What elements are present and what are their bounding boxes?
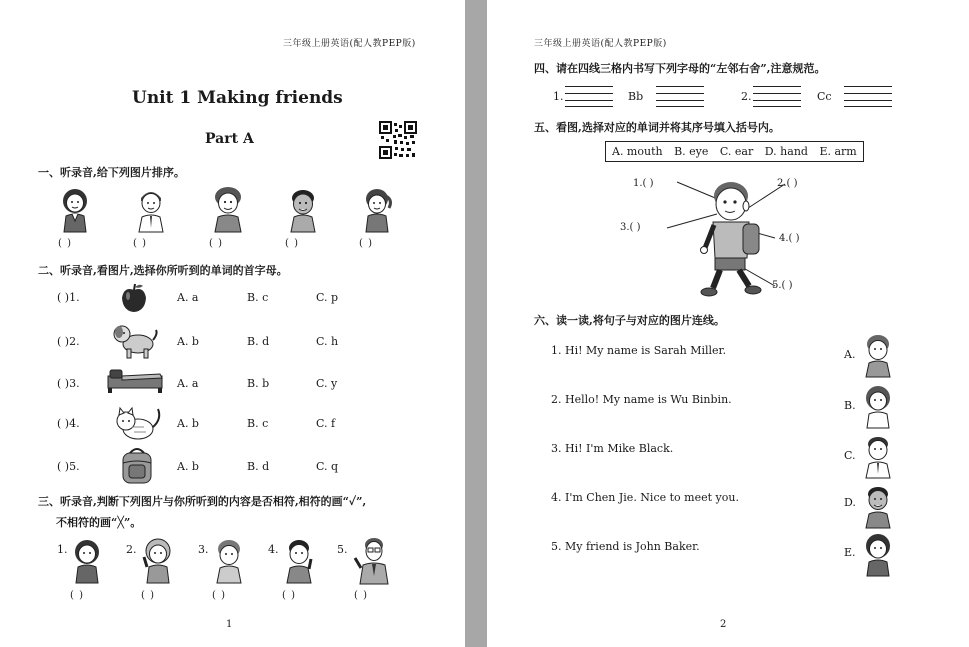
sentence[interactable]: 1. Hi! My name is Sarah Miller. [551,344,727,357]
question-number[interactable]: ( )1. [57,291,80,304]
picture-letter: C. [844,449,856,462]
blank-label[interactable]: 2.( ) [777,178,798,189]
blank-label[interactable]: 1.( ) [633,178,654,189]
unit-title: Unit 1 Making friends [132,88,343,108]
word-option: E. arm [819,145,857,158]
blank-label[interactable]: 4.( ) [779,233,800,244]
word-option: D. hand [764,145,808,158]
word-option: A. mouth [612,145,663,158]
girl-figure-icon [70,537,104,585]
option-a[interactable]: A. b [177,335,199,348]
girl-figure-icon[interactable] [861,532,895,578]
picture-letter: D. [844,496,856,509]
question-number[interactable]: ( )2. [57,335,80,348]
word-option: B. eye [674,145,709,158]
writing-lines[interactable] [565,86,613,106]
question-number[interactable]: ( )3. [57,377,80,390]
boy-waving-icon [282,537,316,585]
girl-ponytail-icon [360,186,394,234]
page-header: 三年级上册英语(配人教PEP版) [283,39,416,49]
option-c[interactable]: C. y [316,377,338,390]
answer-paren[interactable]: ( ) [354,590,368,601]
writing-lines[interactable] [844,86,892,106]
picture-letter: A. [844,348,856,361]
answer-paren[interactable]: ( ) [133,238,147,249]
letter-pair: Cc [817,90,832,103]
blank-label[interactable]: 5.( ) [772,280,793,291]
picture-letter: E. [844,546,856,559]
writing-lines[interactable] [656,86,704,106]
sentence[interactable]: 4. I'm Chen Jie. Nice to meet you. [551,491,739,504]
section-6-title: 六、读一读,将句子与对应的图片连线。 [534,314,725,327]
sentence[interactable]: 2. Hello! My name is Wu Binbin. [551,393,732,406]
section-2-title: 二、听录音,看图片,选择你所听到的单词的首字母。 [38,264,288,277]
page-header: 三年级上册英语(配人教PEP版) [534,39,667,49]
option-c[interactable]: C. q [316,460,339,473]
boy-figure-icon [134,186,168,234]
part-title: Part A [205,131,254,147]
option-a[interactable]: A. b [177,417,199,430]
answer-paren[interactable]: ( ) [212,590,226,601]
option-a[interactable]: A. b [177,460,199,473]
word-bank-box [605,141,864,162]
option-c[interactable]: C. h [316,335,339,348]
section-4-title: 四、请在四线三格内书写下列字母的“左邻右舍”,注意规范。 [534,62,826,75]
section-5-title: 五、看图,选择对应的单词并将其序号填入括号内。 [534,121,780,134]
cat-icon [112,405,164,441]
option-c[interactable]: C. f [316,417,336,430]
answer-paren[interactable]: ( ) [141,590,155,601]
option-c[interactable]: C. p [316,291,339,304]
option-b[interactable]: B. c [247,291,269,304]
boy-dark-hair-icon [286,186,320,234]
sentence[interactable]: 3. Hi! I'm Mike Black. [551,442,674,455]
girl-figure-icon[interactable] [861,384,895,430]
word-option: C. ear [719,145,754,158]
boy-figure-icon [212,537,246,585]
boy-curly-hair-icon [210,184,246,234]
letter-pair: Bb [628,90,644,103]
bed-icon [106,368,164,394]
option-b[interactable]: B. d [247,335,270,348]
page-number: 1 [226,619,233,630]
apple-icon [118,282,150,314]
answer-paren[interactable]: ( ) [282,590,296,601]
answer-paren[interactable]: ( ) [58,238,72,249]
section-3-title: 三、听录音,判断下列图片与你所听到的内容是否相符,相符的画“✓”, [38,495,367,508]
option-a[interactable]: A. a [177,291,199,304]
question-number[interactable]: ( )4. [57,417,80,430]
option-b[interactable]: B. b [247,377,270,390]
option-b[interactable]: B. c [247,417,269,430]
answer-paren[interactable]: ( ) [359,238,373,249]
page-number: 2 [720,619,727,630]
item-number: 2. [741,90,752,103]
item-number: 3. [198,543,209,556]
writing-lines[interactable] [753,86,801,106]
girl-figure-icon [58,186,92,234]
blank-label[interactable]: 3.( ) [620,222,641,233]
section-1-title: 一、听录音,给下列图片排序。 [38,166,185,179]
boy-figure-icon[interactable] [861,434,895,480]
worksheet-page-1 [0,0,465,647]
worksheet-page-2 [487,0,969,647]
section-3-title-continued: 不相符的画“╳”。 [56,516,142,529]
girl-waving-icon [140,537,176,585]
item-number: 1. [57,543,68,556]
item-number: 4. [268,543,279,556]
item-number: 5. [337,543,348,556]
backpack-icon [118,445,156,485]
sentence[interactable]: 5. My friend is John Baker. [551,540,700,553]
question-number[interactable]: ( )5. [57,460,80,473]
item-number: 2. [126,543,137,556]
boy-figure-icon[interactable] [861,333,895,379]
qr-code-icon[interactable] [379,121,417,159]
dog-icon [110,320,158,360]
option-a[interactable]: A. a [177,377,199,390]
answer-paren[interactable]: ( ) [209,238,223,249]
man-waving-icon [352,534,396,586]
item-number: 1. [553,90,564,103]
answer-paren[interactable]: ( ) [285,238,299,249]
boy-figure-icon[interactable] [861,484,895,530]
picture-letter: B. [844,399,856,412]
option-b[interactable]: B. d [247,460,270,473]
answer-paren[interactable]: ( ) [70,590,84,601]
